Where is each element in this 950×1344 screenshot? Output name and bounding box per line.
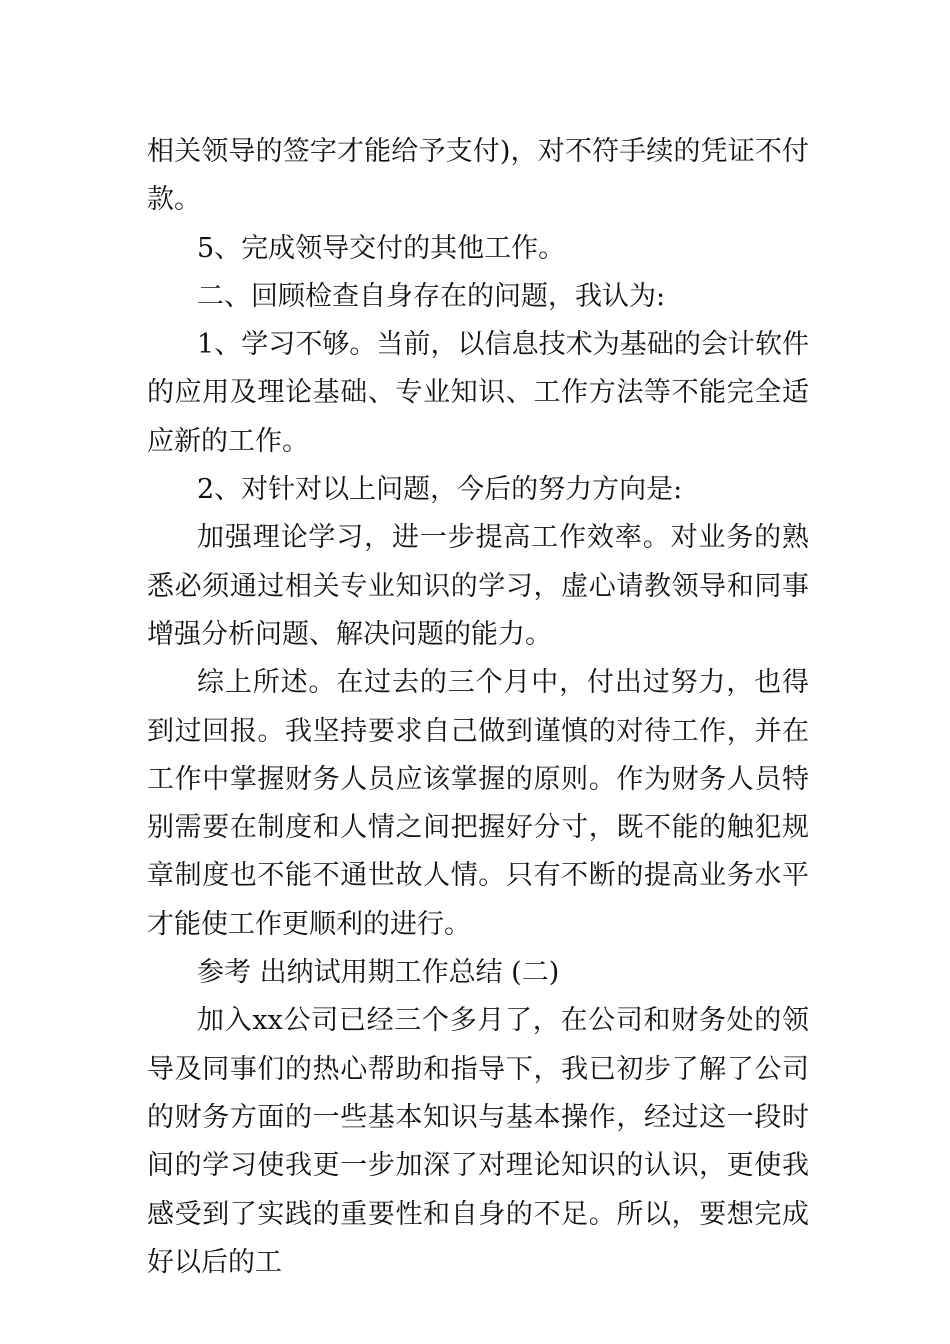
paragraph-item-5: 5、完成领导交付的其他工作。 (197, 232, 566, 264)
paragraph-problem-1: 1、学习不够。当前，以信息技术为基础的会计软件的应用及理论基础、专业知识、工作方法等不能完全适应新的工作。 (147, 329, 809, 457)
section-heading-2: 二、回顾检查自身存在的问题，我认为: (197, 280, 666, 312)
paragraph-intro-2: 加入xx公司已经三个多月了，在公司和财务处的领导及同事们的热心帮助和指导下，我已初步了解了公司的财务方面的一些基本知识与基本操作，经过这一段时间的学习使我更一步加深了对理论知识的认识，更使我感受到了实践的重要性和自身的不足。所以，要想完成好以后的工 (147, 1005, 809, 1278)
paragraph-problem-2: 2、对针对以上问题，今后的努力方向是: (197, 474, 683, 506)
paragraph-summary: 综上所述。在过去的三个月中，付出过努力，也得到过回报。我坚持要求自己做到谨慎的对待工作，并在工作中掌握财务人员应该掌握的原则。作为财务人员特别需要在制度和人情之间把握好分寸，既不能的触犯规章制度也不能不通世故人情。只有不断的提高业务水平才能使工作更顺利的进行。 (147, 667, 809, 940)
document-body (147, 128, 809, 1287)
paragraph-improvement: 加强理论学习，进一步提高工作效率。对业务的熟悉必须通过相关专业知识的学习，虚心请教领导和同事增强分析问题、解决问题的能力。 (147, 522, 809, 650)
reference-title: 参考 出纳试用期工作总结 (二) (197, 957, 560, 989)
paragraph-continuation: 相关领导的签字才能给予支付)，对不符手续的凭证不付款。 (147, 136, 809, 216)
